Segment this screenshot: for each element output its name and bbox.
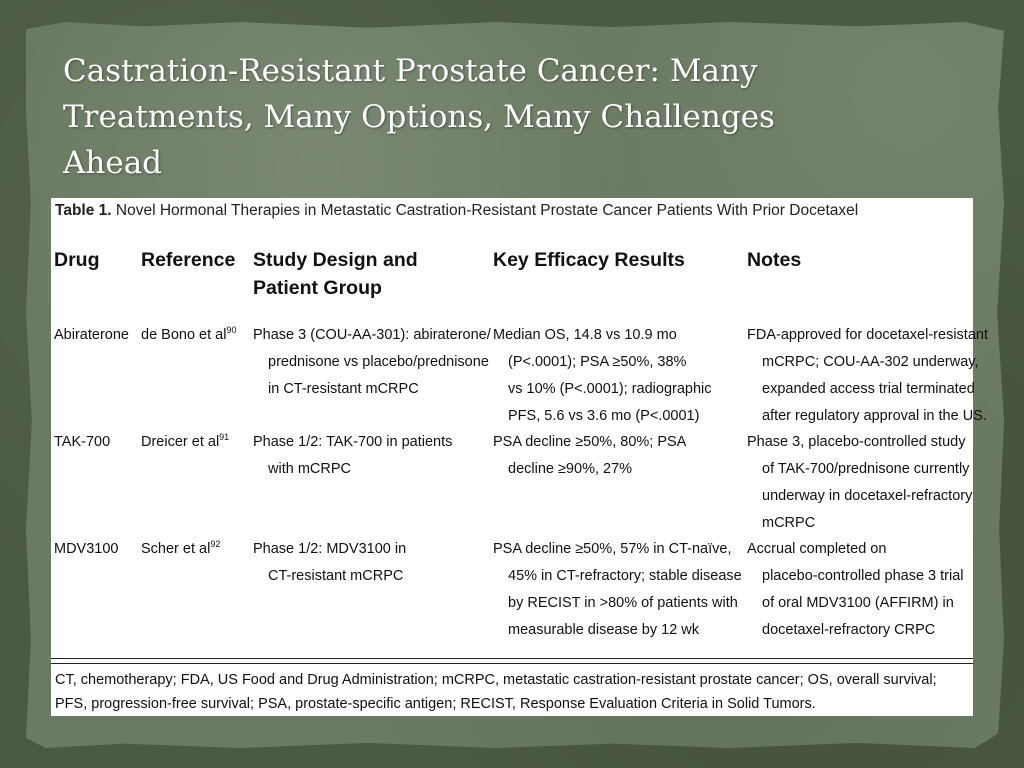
- cell-line: mCRPC; COU-AA-302 underway,: [762, 354, 979, 370]
- cell-drug: MDV3100: [54, 541, 119, 557]
- table-figure: [51, 198, 988, 716]
- cell-line: expanded access trial terminated: [762, 381, 975, 397]
- cell-drug: Abiraterone: [54, 327, 129, 343]
- header-drug: Drug: [54, 249, 100, 271]
- cell-line: FDA-approved for docetaxel-resistant: [747, 327, 988, 343]
- cell-line: underway in docetaxel-refractory: [762, 488, 973, 504]
- header-efficacy: Key Efficacy Results: [493, 249, 685, 271]
- table-footnote: CT, chemotherapy; FDA, US Food and Drug Administration; mCRPC, metastatic castration-resistant prostate cancer; OS, overall survival; PFS, progression-free survival; PSA, prostate-specific antigen; RECIST, Response Evaluation Criteria in Solid Tumors.: [55, 672, 937, 712]
- cell-line: Phase 3 (COU-AA-301): abiraterone/: [253, 327, 491, 343]
- cell-line: with mCRPC: [268, 461, 351, 477]
- cell-line: by RECIST in >80% of patients with: [508, 595, 738, 611]
- cell-line: CT-resistant mCRPC: [268, 568, 404, 584]
- cell-line: in CT-resistant mCRPC: [268, 381, 419, 397]
- cell-reference: [141, 536, 220, 563]
- cell-line: Phase 1/2: TAK-700 in patients: [253, 434, 453, 450]
- cell-line: Phase 1/2: MDV3100 in: [253, 541, 407, 557]
- cell-line: Median OS, 14.8 vs 10.9 mo: [493, 327, 677, 343]
- header-reference: Reference: [141, 249, 236, 271]
- cell-reference: [141, 429, 229, 456]
- header-notes: Notes: [747, 249, 802, 271]
- slide-title: [63, 48, 823, 186]
- cell-line: PSA decline ≥50%, 80%; PSA: [493, 434, 687, 450]
- table-caption-text: Novel Hormonal Therapies in Metastatic Castration-Resistant Prostate Cancer Patients With Prior Docetaxel: [115, 202, 859, 219]
- cell-line: Accrual completed on: [747, 541, 887, 557]
- cell-efficacy: [493, 322, 712, 430]
- cell-line: (P<.0001); PSA ≥50%, 38%: [508, 354, 687, 370]
- cell-line: mCRPC: [762, 515, 816, 531]
- table-caption-label: Table 1.: [55, 202, 112, 219]
- reference-text: de Bono et al: [141, 327, 227, 343]
- reference-superscript: 90: [226, 325, 237, 335]
- title-line: Castration-Resistant Prostate Cancer: Many: [63, 53, 758, 89]
- table-bottom-rule: [51, 658, 973, 659]
- cell-notes: [747, 429, 972, 537]
- cell-line: decline ≥90%, 27%: [508, 461, 633, 477]
- header-study-design-line: Study Design and: [253, 249, 418, 271]
- reference-text: Dreicer et al: [141, 434, 220, 450]
- cell-efficacy: [493, 536, 742, 644]
- cell-line: of TAK-700/prednisone currently: [762, 461, 970, 477]
- reference-text: Scher et al: [141, 541, 211, 557]
- header-study-design: [253, 246, 418, 302]
- cell-design: [253, 322, 491, 403]
- cell-line: prednisone vs placebo/prednisone: [268, 354, 489, 370]
- cell-line: docetaxel-refractory CRPC: [762, 622, 936, 638]
- cell-line: Phase 3, placebo-controlled study: [747, 434, 966, 450]
- cell-line: PSA decline ≥50%, 57% in CT-naïve,: [493, 541, 732, 557]
- cell-line: PFS, 5.6 vs 3.6 mo (P<.0001): [508, 408, 700, 424]
- cell-design: [253, 429, 452, 483]
- cell-line: of oral MDV3100 (AFFIRM) in: [762, 595, 954, 611]
- cell-design: [253, 536, 406, 590]
- cell-reference: [141, 322, 236, 349]
- cell-drug: TAK-700: [54, 434, 111, 450]
- title-line: Ahead: [63, 145, 163, 181]
- cell-notes: [747, 322, 988, 430]
- title-line: Treatments, Many Options, Many Challenges: [63, 99, 775, 135]
- cell-line: after regulatory approval in the US.: [762, 408, 987, 424]
- cell-line: vs 10% (P<.0001); radiographic: [508, 381, 712, 397]
- reference-superscript: 91: [219, 432, 230, 442]
- cell-line: 45% in CT-refractory; stable disease: [508, 568, 742, 584]
- cell-line: placebo-controlled phase 3 trial: [762, 568, 964, 584]
- cell-efficacy: [493, 429, 686, 483]
- cell-notes: [747, 536, 964, 644]
- header-study-design-line: Patient Group: [253, 277, 382, 299]
- cell-line: measurable disease by 12 wk: [508, 622, 700, 638]
- reference-superscript: 92: [210, 539, 221, 549]
- table-bottom-rule: [51, 663, 973, 664]
- table-caption: [55, 202, 858, 220]
